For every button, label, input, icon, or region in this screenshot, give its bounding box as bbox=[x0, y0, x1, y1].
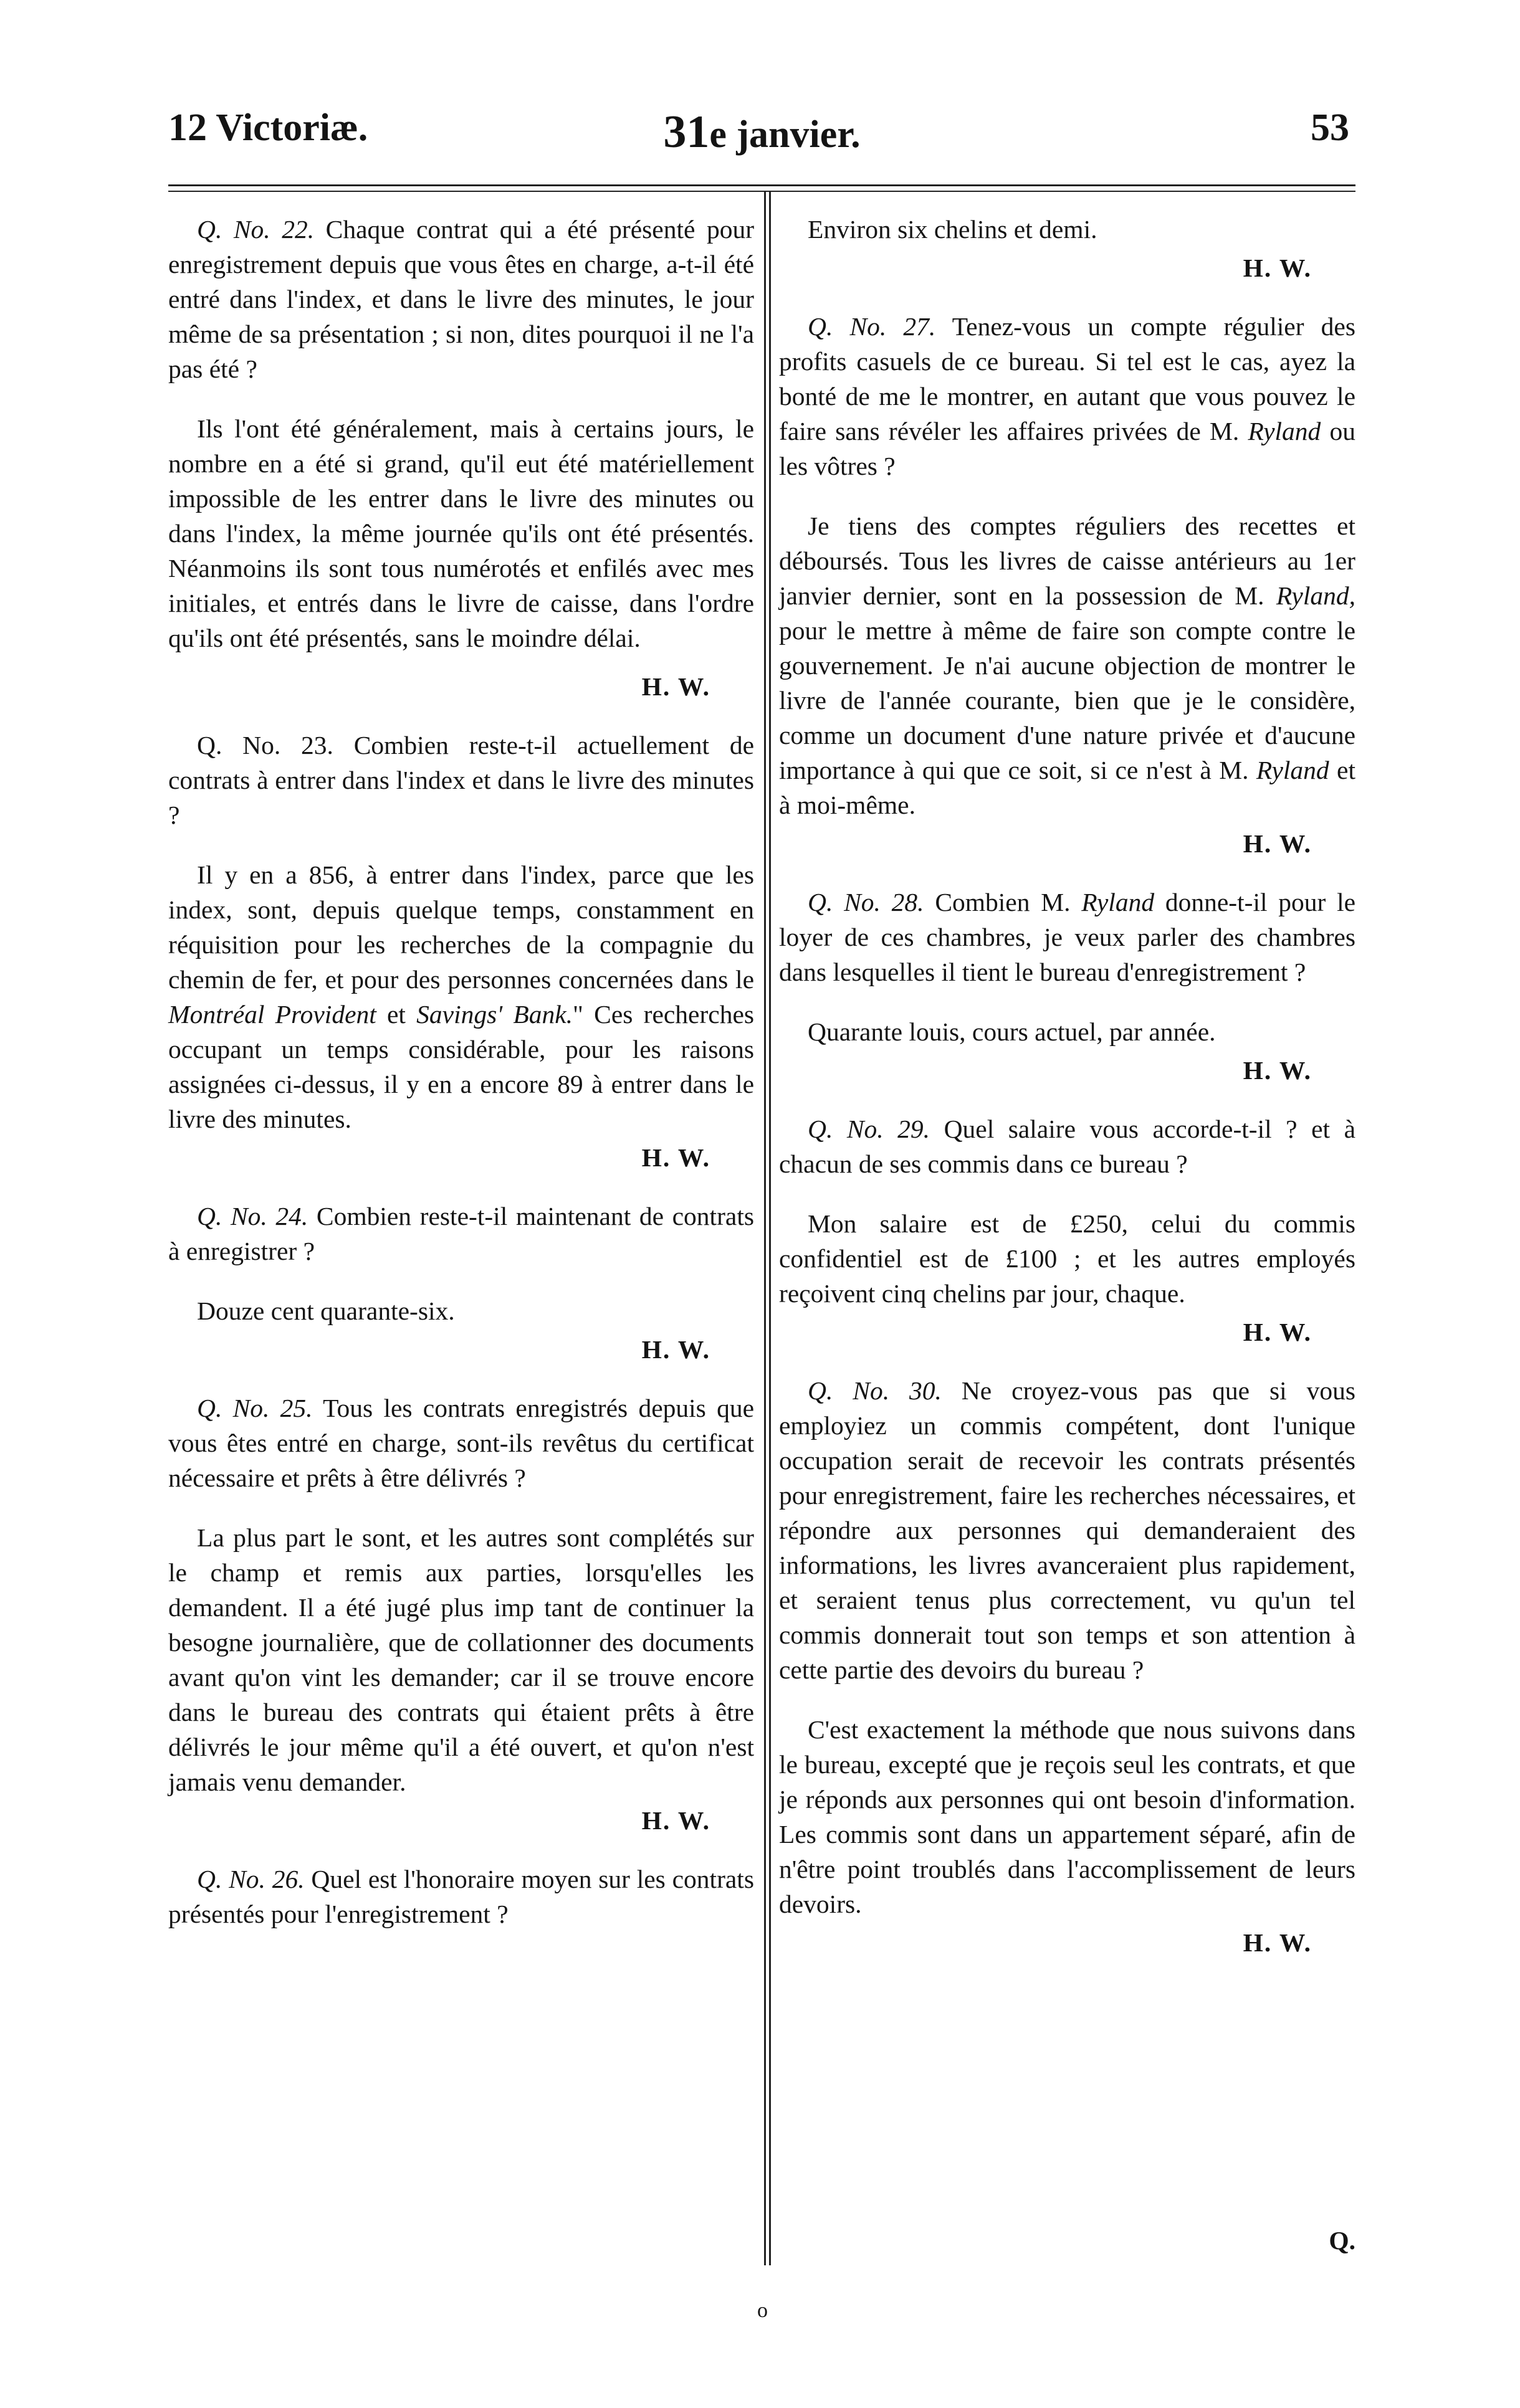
question-24 bbox=[168, 1199, 754, 1268]
institution-name: Montréal Provident bbox=[168, 1000, 376, 1029]
signature-23: H. W. bbox=[641, 1143, 710, 1172]
header-rule-thin bbox=[168, 191, 1355, 192]
question-text: Tenez-vous un compte régulier des profits casuels de ce bureau. Si tel est le cas, ayez la bonté de me le montrer, en autant que vous pouvez le faire sans révéler les affaires privées de M. bbox=[779, 312, 1355, 445]
header-date bbox=[663, 106, 860, 159]
signature-30: H. W. bbox=[1243, 1928, 1312, 1957]
signature-29: H. W. bbox=[1243, 1318, 1312, 1346]
signature-24: H. W. bbox=[641, 1335, 710, 1364]
institution-name: Savings' Bank. bbox=[416, 1000, 573, 1029]
question-text: Combien reste-t-il actuellement de contrats à entrer dans l'index et dans le livre des minutes ? bbox=[168, 731, 754, 829]
catchword: Q. bbox=[1329, 2226, 1355, 2255]
answer-30: C'est exactement la méthode que nous suivons dans le bureau, excepté que je reçois seul les contrats, et que je réponds aux personnes qui ont besoin d'information. Les commis sont dans un appartement séparé, afin de n'être point troublés dans l'accomplissement de leurs devoirs. bbox=[779, 1715, 1355, 1918]
running-header bbox=[168, 93, 1355, 162]
question-label: Q. No. 28. bbox=[808, 888, 924, 916]
answer-text: Il y en a 856, à entrer dans l'index, parce que les index, sont, depuis quelque temps, constamment en réquisition pour les recherches de la compagnie du chemin de fer, et pour des personnes concernées dans le bbox=[168, 860, 754, 994]
right-column bbox=[779, 212, 1355, 1960]
question-label: Q. No. 26. bbox=[197, 1865, 305, 1893]
signature-27: H. W. bbox=[1243, 829, 1312, 858]
header-date-day: 31 bbox=[663, 107, 710, 158]
question-text: Quel salaire vous accorde-t-il ? et à chacun de ses commis dans ce bureau ? bbox=[779, 1115, 1355, 1178]
header-rule-thick bbox=[168, 184, 1355, 186]
question-27 bbox=[779, 309, 1355, 483]
question-text: ou les vôtres ? bbox=[779, 417, 1356, 480]
question-text: Combien M. bbox=[935, 888, 1071, 916]
page-number: 53 bbox=[1311, 107, 1349, 149]
question-28 bbox=[779, 885, 1355, 989]
question-29 bbox=[779, 1111, 1355, 1181]
answer-23 bbox=[168, 857, 754, 1136]
question-label: Q. No. 24. bbox=[197, 1202, 308, 1230]
question-30 bbox=[779, 1373, 1355, 1687]
answer-29: Mon salaire est de £250, celui du commis confidentiel est de £100 ; et les autres employés reçoivent cinq chelins par jour, chaque. bbox=[779, 1209, 1355, 1308]
answer-26: Environ six chelins et demi. bbox=[808, 215, 1097, 244]
signature-25: H. W. bbox=[641, 1806, 710, 1835]
column-divider-left bbox=[764, 191, 766, 2265]
answer-27 bbox=[779, 508, 1355, 822]
answer-22: Ils l'ont été généralement, mais à certains jours, le nombre en a été si grand, qu'il eut été matériellement impossible de les entrer dans le livre des minutes ou dans l'index, la même journée qu'ils ont été présentés. Néanmoins ils sont tous numérotés et enfilés avec mes initiales, et entrés dans le livre de caisse, dans l'ordre qu'ils ont été présentés, sans le moindre délai. bbox=[168, 414, 754, 652]
question-22 bbox=[168, 212, 754, 386]
person-name: Ryland bbox=[1081, 888, 1155, 916]
question-label: Q. No. 30. bbox=[808, 1376, 942, 1405]
left-column bbox=[168, 212, 754, 1956]
question-label: Q. No. 27. bbox=[808, 312, 936, 341]
answer-text: Je tiens des comptes réguliers des recettes et déboursés. Tous les livres de caisse antérieurs au 1er janvier dernier, sont en la possession de M. bbox=[779, 512, 1355, 610]
answer-text: pour le mettre à même de faire son compte contre le gouvernement. Je n'ai aucune objection de montrer le livre de l'année courante, bien que je le considère, comme un document d'une nature privée et d'aucune importance à qui que ce soit, si ce n'est à M. bbox=[779, 616, 1355, 784]
signature-28: H. W. bbox=[1243, 1056, 1312, 1085]
answer-24: Douze cent quarante-six. bbox=[197, 1297, 455, 1325]
header-date-rest: e janvier. bbox=[709, 113, 861, 156]
question-label: Q. No. 23. bbox=[197, 731, 333, 759]
person-name: Ryland bbox=[1248, 417, 1321, 445]
question-text: Tous les contrats enregistrés depuis que vous êtes entré en charge, sont-ils revêtus du certificat nécessaire et prêts à être délivrés ? bbox=[168, 1394, 754, 1492]
question-text: donne-t-il pour le loyer de ces chambres, je veux parler des chambres dans lesquelles il tient le bureau d'enregistrement ? bbox=[779, 888, 1356, 986]
signature-22: H. W. bbox=[641, 672, 710, 701]
answer-text: " Ces recherches occupant un temps considérable, pour les raisons assignées ci-dessus, il y en a encore 89 à entrer dans le livre des minutes. bbox=[168, 1000, 755, 1133]
header-regnal-year: 12 Victoriæ. bbox=[168, 107, 368, 149]
person-name: Ryland, bbox=[1276, 581, 1355, 610]
question-text: Quel est l'honoraire moyen sur les contrats présentés pour l'enregistrement ? bbox=[168, 1865, 754, 1928]
question-text: Combien reste-t-il maintenant de contrats à enregistrer ? bbox=[168, 1202, 755, 1265]
person-name: Ryland bbox=[1256, 756, 1329, 784]
answer-text: et bbox=[387, 1000, 406, 1029]
question-text: Chaque contrat qui a été présenté pour enregistrement depuis que vous êtes en charge, a-t-il été entré dans l'index, et dans le livre des minutes, le jour même de sa présentation ; si non, dites pourquoi il ne l'a pas été ? bbox=[168, 215, 755, 383]
signature-26: H. W. bbox=[1243, 254, 1312, 282]
question-label: Q. No. 22. bbox=[197, 215, 315, 244]
question-23 bbox=[168, 728, 754, 832]
answer-28: Quarante louis, cours actuel, par année. bbox=[808, 1017, 1216, 1046]
column-divider-right bbox=[769, 191, 771, 2265]
answer-text: et à moi-même. bbox=[779, 756, 1355, 819]
signature-mark: o bbox=[757, 2299, 768, 2322]
question-text: Ne croyez-vous pas que si vous employiez un commis compétent, dont l'unique occupation serait de recevoir les contrats présentés pour enregistrement, faire les recherches nécessaires, et répondre aux personnes qui demanderaient des informations, les livres avanceraient plus rapidement, et seraient tenus plus correctement, vu qu'un tel commis donnerait tout son temps et son attention à cette partie des devoirs du bureau ? bbox=[779, 1376, 1355, 1684]
answer-25: La plus part le sont, et les autres sont complétés sur le champ et remis aux parties, lorsqu'elles les demandent. Il a été jugé plus imp tant de continuer la besogne journalière, que de collationner des documents avant qu'on vint les demander; car il se trouve encore dans le bureau des contrats qui étaient prêts à être délivrés le jour même qu'il a été ouvert, et qu'on n'est jamais venu demander. bbox=[168, 1523, 754, 1796]
question-25 bbox=[168, 1391, 754, 1495]
question-26 bbox=[168, 1862, 754, 1931]
question-label: Q. No. 29. bbox=[808, 1115, 930, 1143]
question-label: Q. No. 25. bbox=[197, 1394, 313, 1422]
